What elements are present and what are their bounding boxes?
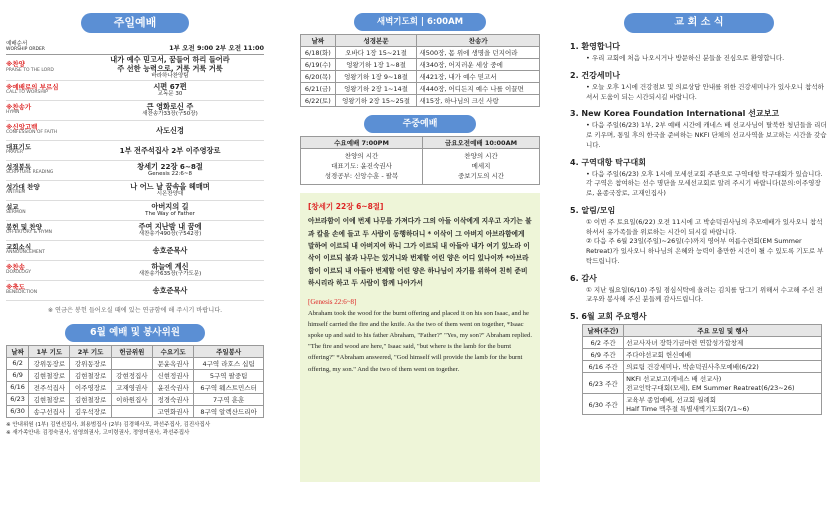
volunteer-cell: 윤진숙권사: [153, 381, 194, 393]
volunteer-cell: 고연화권사: [153, 405, 194, 417]
order-label: [6, 244, 76, 256]
schedule-cell: 6/9 주간: [583, 349, 624, 361]
korean-scripture-text: 아브라함이 이에 번제 나무를 가져다가 그의 아들 이삭에게 지우고 자기는 불과 칼을 손에 들고 두 사람이 동행하더니 * 이삭이 그 아버지 아브라함에게 말하여 이르되 내 아버지여 하니 그가 이르되 내 아들아 내가 여기 있노라 이삭이 이르되 불과 나무는 있거니와 번제할 어린 양은 어디 있나이까 *아브라함이 이르되 내 아들아 번제할 어린 양은 하나님이 자기를 위하여 친히 준비하시리라 하고 두 사람이 함께 나아가서: [308, 217, 532, 288]
dawn-cell: 새440장, 어디든지 예수 나를 이끌면: [417, 83, 540, 95]
order-content: [76, 262, 264, 278]
wednesday-content: [301, 149, 423, 185]
schedule-table: [582, 324, 822, 415]
order-content-line: 시편 67편: [153, 82, 187, 92]
schedule-row: [583, 349, 822, 361]
order-label-kr: ※축도: [6, 283, 25, 292]
order-content-sub: 교독문 30: [157, 91, 183, 98]
order-label: [6, 164, 76, 176]
worship-order-list: [6, 55, 264, 301]
offering-note: ※ 연금은 봉헌 들어오실 때에 있는 연금함에 해 주시기 바랍니다.: [47, 306, 223, 314]
order-content: [76, 246, 264, 255]
order-label: [6, 61, 76, 73]
dawn-cell: 6/22(토): [301, 95, 336, 107]
dawn-header-cell: 성경본문: [335, 35, 417, 47]
dawn-cell: 6/20(목): [301, 71, 336, 83]
order-label-en: CONFESSION OF FAITH: [6, 130, 58, 136]
sunday-service-title: 주일예배: [81, 13, 189, 33]
order-content-sub: 새찬송가33장(구50장): [142, 111, 198, 118]
schedule-cell: 선교사자녀 장학기금마련 연합성가합창제: [624, 337, 822, 349]
order-content-sub: The Way of Father: [145, 211, 195, 218]
left-column: [0, 0, 270, 507]
volunteer-cell: 6/30: [7, 405, 29, 417]
order-content: [76, 202, 264, 218]
volunteer-header-cell: 헌금위원: [111, 345, 152, 357]
schedule-cell: 의료팀 건강세미나, 박순덕권사추모예배(6/22): [624, 361, 822, 373]
usher-note: ※ 안내위원 (1부) 김연선집사, 최용범집사 (2부) 김경해사모, 곽선주집사, 김진사집사: [6, 421, 211, 428]
order-label-kr: 대표기도: [6, 143, 32, 152]
order-content-sub: 바라하나찬양팀: [151, 73, 189, 79]
english-scripture-ref: [Genesis 22:6~8]: [308, 297, 357, 306]
dawn-prayer-title: 새벽기도회 | 6:00AM: [354, 13, 486, 31]
order-label-kr: ※찬송가: [6, 103, 32, 112]
friday-content: [423, 149, 540, 185]
news-paragraph: • 다음 주일(6/23) 1부, 2부 예배 시간에 캐네스 배 선교사님이 탈북한 청년들을 리더로 키우며, 통일 후의 한국을 준비하는 NKFI 단체의 선교사역을 보고하는 시간을 갖습니다.: [586, 121, 827, 149]
order-content: [76, 286, 264, 295]
news-heading: 4. 구역대항 탁구대회: [570, 157, 646, 167]
volunteer-cell: 6/9: [7, 369, 29, 381]
order-label-kr: 성경봉독: [6, 163, 32, 172]
june-volunteers-title: 6월 예배 및 봉사위원: [65, 324, 205, 342]
worship-order-kr: 예배순서: [6, 41, 28, 47]
schedule-cell: 6/2 주간: [583, 337, 624, 349]
volunteer-cell: 5구역 팔중팀: [194, 369, 264, 381]
fri-line: 찬양의 시간: [464, 152, 498, 160]
right-column: [570, 0, 828, 507]
dawn-cell: 엉왕기하 1장 9~18절: [335, 71, 417, 83]
schedule-cell: NKFI 선교보고(캐네스 배 선교사) 전교인탁구대회(모세), EM Summer Reatreat(6/23~26): [624, 373, 822, 394]
worship-order-row: [6, 241, 264, 261]
volunteer-row: [7, 393, 264, 405]
volunteer-cell: 8구역 알렉산드리아: [194, 405, 264, 417]
volunteer-row: [7, 381, 264, 393]
news-paragraph: ② 다음 주 6월 23일(주일)~26일(수)까지 영어부 여름수련회(EM Summer Retreat)가 있사오니 하나님의 은혜와 능력이 충만한 시간이 될 수 있도록 기도로 부탁드립니다.: [586, 237, 824, 265]
volunteer-header-cell: 수요기도: [153, 345, 194, 357]
volunteer-cell: 강현정집사: [111, 369, 152, 381]
middle-column: [300, 0, 540, 507]
order-label-kr: ※찬양: [6, 60, 25, 69]
worship-order-row: [6, 141, 264, 161]
volunteer-cell: 이주영장로: [70, 381, 111, 393]
order-content-line: 사도신경: [156, 125, 184, 135]
newcomer-note: ※ 새가족안내: 김정숙권사, 임영희권사, 고미령권사, 정영미권사, 곽선주집사: [6, 429, 190, 436]
schedule-title: 5. 6월 교회 주요행사: [570, 312, 647, 321]
worship-order-en: WORSHIP ORDER: [6, 47, 45, 52]
schedule-cell: 주다야선교회 헌신예배: [624, 349, 822, 361]
schedule-row: [583, 361, 822, 373]
order-label-en: OFFERTORY & HYMN: [6, 230, 52, 236]
worship-order-row: [6, 261, 264, 281]
volunteer-cell: 정경숙권사: [153, 393, 194, 405]
volunteer-cell: 김우석장로: [70, 405, 111, 417]
order-label-kr: ※신앙고백: [6, 123, 38, 132]
worship-order-row: [6, 101, 264, 121]
worship-order-row: [6, 81, 264, 101]
worship-order-row: [6, 55, 264, 81]
order-content-sub: 새찬송가490장(구542장): [138, 231, 202, 238]
volunteer-cell: 6구역 웨스트민스터: [194, 381, 264, 393]
order-label-en: PRAYER: [6, 150, 24, 156]
dawn-cell: 6/21(금): [301, 83, 336, 95]
volunteer-cell: 6/23: [7, 393, 29, 405]
fri-line: 중보기도의 시간: [458, 171, 505, 180]
dawn-cell: 6/19(수): [301, 59, 336, 71]
order-label-kr: 교회소식: [6, 243, 32, 252]
news-heading: 5. 알림/모임: [570, 205, 616, 215]
dawn-cell: 새340장, 어지러운 세상 중에: [417, 59, 540, 71]
dawn-cell: 새15장, 하나님의 크신 사랑: [417, 95, 540, 107]
schedule-header-cell: 날짜(주간): [583, 325, 624, 337]
dawn-cell: 엉왕기하 1장 1~8절: [335, 59, 417, 71]
service-times: 1부 오전 9:00 2부 오전 11:00: [169, 44, 264, 52]
order-label-en: ANTHEM: [6, 190, 26, 196]
volunteer-cell: 송구선집사: [29, 405, 70, 417]
schedule-header-cell: 주요 모임 및 행사: [624, 325, 822, 337]
schedule-cell: 6/30 주간: [583, 394, 624, 415]
news-paragraph: • 다음 주일(6/23) 오후 1시에 모세선교회 주관으로 구역대항 탁구대회가 있습니다. 각 구역은 참여하는 선수 명단을 모세선교회로 알려 주시기 바랍니다(문의:이주영장로, 윤종국장로, 고재인집사): [586, 169, 823, 197]
order-content: [76, 182, 264, 198]
order-label-en: CALL TO WORSHIP: [6, 90, 48, 96]
order-label-kr: ※찬송: [6, 263, 25, 272]
schedule-row: [583, 373, 822, 394]
dawn-cell: 엉왕기하 2장 1~14절: [335, 83, 417, 95]
volunteer-cell: 6/2: [7, 357, 29, 369]
dawn-row: [301, 83, 540, 95]
dawn-cell: 새421장, 내가 예수 믿고서: [417, 71, 540, 83]
volunteer-row: [7, 369, 264, 381]
volunteer-cell: 6/16: [7, 381, 29, 393]
news-paragraph: ① 이번 주 토요일(6/22) 오전 11시에 고 박순덕권사님의 추모예배가 있사오니 참석하셔서 유가족들을 위로하는 시간이 되시길 바랍니다.: [586, 217, 823, 236]
volunteer-cell: 전주석집사: [29, 381, 70, 393]
schedule-cell: 교육부 종업예배, 선교회 월례회 Half Time 맥추절 특별새벽기도회(7/1~6): [624, 394, 822, 415]
friday-header: 금요오전예배 10:00AM: [423, 137, 540, 149]
order-content-line: 송호준목사: [152, 285, 188, 295]
dawn-row: [301, 59, 540, 71]
worship-order-row: [6, 161, 264, 181]
weekday-service-table: [300, 136, 540, 185]
wed-line: 대표기도: 윤진숙권사: [331, 161, 392, 170]
order-content-line: 주 선한 능력으로, 거룩 거룩 거룩: [117, 64, 223, 73]
order-content-line: 하늘에 계신: [151, 262, 189, 272]
volunteers-table: [6, 345, 264, 418]
dawn-cell: 6/18(화): [301, 47, 336, 59]
volunteer-cell: 7구역 훈훈: [194, 393, 264, 405]
order-content-line: 주여 지난밤 내 꿈에: [138, 222, 202, 232]
order-label: [6, 84, 76, 96]
dawn-header-cell: 찬송가: [417, 35, 540, 47]
schedule-row: [583, 394, 822, 415]
volunteer-cell: 문윤옥권사: [153, 357, 194, 369]
order-content-line: 아버지의 길: [151, 202, 189, 212]
wed-line: 찬양의 시간: [344, 152, 379, 160]
dawn-row: [301, 71, 540, 83]
schedule-cell: 6/23 주간: [583, 373, 624, 394]
order-content-line: 큰 영화로신 주: [146, 102, 194, 112]
order-label: [6, 204, 76, 216]
order-content: [76, 82, 264, 98]
news-paragraph: ① 지난 월요일(6/10) 주일 점심식탁에 올려는 김치를 담그기 위해서 수고해 주신 전교우와 봉사해 주신 분들께 감사드립니다.: [586, 285, 823, 304]
news-paragraph: • 우리 교회에 처음 나오시거나 방문하신 분들을 진심으로 환영합니다.: [586, 54, 785, 62]
wednesday-header: 수요예배 7:00PM: [301, 137, 423, 149]
dawn-cell: 엉왕기하 2장 15~25절: [335, 95, 417, 107]
worship-order-row: [6, 221, 264, 241]
schedule-cell: 6/16 주간: [583, 361, 624, 373]
order-label: [6, 264, 76, 276]
news-heading: 6. 감사: [570, 273, 597, 283]
volunteer-cell: 김현철장로: [29, 393, 70, 405]
volunteer-row: [7, 405, 264, 417]
news-heading: 3. New Korea Foundation International 선교보고: [570, 109, 780, 119]
order-content-line: 나 어느 날 꿈속을 헤매며: [130, 182, 210, 192]
volunteer-header-cell: 주일봉사: [194, 345, 264, 357]
volunteer-cell: [111, 405, 152, 417]
order-label-en: HYMN: [6, 110, 20, 116]
scripture-box: [300, 193, 540, 482]
order-label: [6, 124, 76, 136]
volunteer-cell: 4구역 라호스 십팀: [194, 357, 264, 369]
order-content: [76, 146, 264, 155]
order-label: [6, 144, 76, 156]
dawn-header-cell: 날짜: [301, 35, 336, 47]
order-content-sub: 새찬송가635장(구가도문): [138, 271, 202, 278]
order-content-line: 송호준목사: [152, 245, 188, 255]
volunteer-row: [7, 357, 264, 369]
news-list: [570, 41, 828, 305]
volunteer-cell: 강위동장로: [29, 357, 70, 369]
order-label-en: BENEDICTION: [6, 290, 38, 296]
dawn-cell: 오바다 1장 15~21절: [335, 47, 417, 59]
order-label: [6, 284, 76, 296]
schedule-row: [583, 337, 822, 349]
volunteer-header-cell: 1부 기도: [29, 345, 70, 357]
order-label-en: ANNOUNCEMENT: [6, 250, 45, 256]
order-content-line: 창세기 22장 6~8절: [137, 162, 203, 172]
order-label: [6, 224, 76, 236]
worship-order-row: [6, 121, 264, 141]
volunteer-cell: 강위동장로: [70, 357, 111, 369]
worship-order-row: [6, 201, 264, 221]
korean-scripture-ref: [창세기 22장 6~8절]: [308, 202, 384, 212]
volunteer-header-cell: 날짜: [7, 345, 29, 357]
order-label-en: SERMON: [6, 210, 26, 216]
order-label-kr: ※예배로의 부르심: [6, 83, 59, 92]
church-news-title: 교 회 소 식: [624, 13, 774, 33]
order-label-kr: 봉헌 및 찬양: [6, 223, 42, 232]
dawn-prayer-table: [300, 34, 540, 107]
volunteer-cell: 이하원집사: [111, 393, 152, 405]
volunteer-cell: 김현철장로: [70, 393, 111, 405]
volunteer-header-cell: 2부 기도: [70, 345, 111, 357]
order-content: [76, 162, 264, 178]
english-scripture-text: Abraham took the wood for the burnt offering and placed it on his son Isaac, and he himself carried the fire and the knife. As the two of them went on together, *Isaac spoke up and said to his father Abraham, "Father?" "Yes, my son?" Abraham replied. "The fire and wood are here," Isaac said, "but where is the lamb for the burnt offering?" *Abraham answered, "God himself will provide the lamb for the burnt offering, my son." And the two of them went on together.: [308, 309, 532, 373]
order-content: [76, 126, 264, 135]
order-content-line: 내가 예수 믿고서, 꿈들어 하리 들어라: [110, 55, 230, 64]
order-label-en: PRAISE TO THE LORD: [6, 67, 54, 73]
order-label-kr: 성가대 찬양: [6, 183, 40, 192]
order-content-line: 1부 전주석집사 2부 이주영장로: [119, 145, 221, 155]
volunteer-cell: 김현철장로: [70, 369, 111, 381]
weekday-service-title: 주중예배: [364, 115, 476, 133]
volunteer-cell: 고재영권사: [111, 381, 152, 393]
news-heading: 1. 환영합니다: [570, 42, 621, 51]
dawn-cell: 새500장, 몸 위에 생명을 던지어라: [417, 47, 540, 59]
volunteer-cell: [111, 357, 152, 369]
volunteer-cell: 신현정권사: [153, 369, 194, 381]
order-content-sub: 시온찬양대: [156, 191, 184, 198]
news-heading: 2. 건강세미나: [570, 70, 621, 80]
order-label: [6, 184, 76, 196]
order-label: [6, 104, 76, 116]
order-label-kr: 설교: [6, 203, 19, 212]
worship-order-row: [6, 181, 264, 201]
news-paragraph: • 오늘 오후 1시에 건강점보 및 의료상담 안내를 위한 건강세미나가 있사오니 참석하셔서 도움이 되는 시간되시길 바랍니다.: [586, 82, 824, 101]
dawn-row: [301, 95, 540, 107]
order-label-en: DOXOLOGY: [6, 270, 31, 276]
order-content: [76, 222, 264, 238]
dawn-row: [301, 47, 540, 59]
order-label-en: SCRIPTURE READING: [6, 170, 54, 176]
volunteer-cell: 김현철장로: [29, 369, 70, 381]
wed-line: 성경공부: 신앙수훈 - 팔복: [324, 171, 399, 180]
order-content-sub: Genesis 22:6~8: [148, 171, 192, 178]
order-content: [76, 55, 264, 80]
order-content: [76, 102, 264, 118]
fri-line: 메세지: [471, 161, 491, 170]
worship-order-row: [6, 281, 264, 301]
